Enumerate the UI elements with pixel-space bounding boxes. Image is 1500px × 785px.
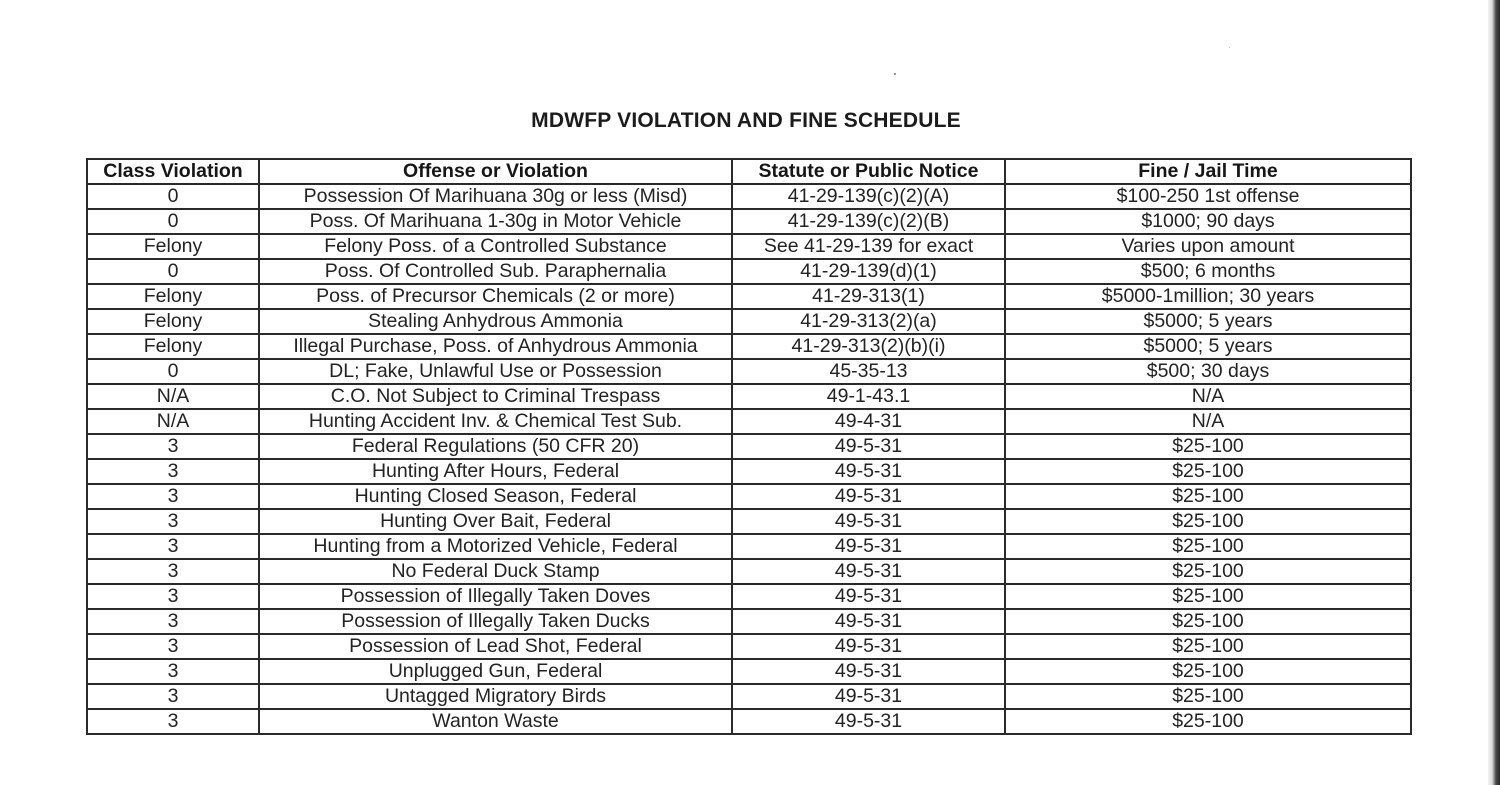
offense-cell: Hunting from a Motorized Vehicle, Federal [259,534,732,559]
table-row [87,334,1411,359]
offense-cell: Poss. Of Marihuana 1-30g in Motor Vehicle [259,209,732,234]
fine-cell: N/A [1005,384,1411,409]
statute-cell: 41-29-313(2)(a) [732,309,1005,334]
statute-cell: 45-35-13 [732,359,1005,384]
table-row [87,684,1411,709]
class-violation-cell: 0 [87,184,259,209]
table-row [87,459,1411,484]
statute-cell: 49-5-31 [732,534,1005,559]
table-row [87,484,1411,509]
offense-cell: No Federal Duck Stamp [259,559,732,584]
document-title: MDWFP VIOLATION AND FINE SCHEDULE [531,109,961,132]
table-row [87,234,1411,259]
offense-cell: Untagged Migratory Birds [259,684,732,709]
offense-cell: Possession Of Marihuana 30g or less (Misd) [259,184,732,209]
column-header-statute: Statute or Public Notice [732,159,1005,184]
fine-cell: $25-100 [1005,659,1411,684]
statute-cell: 49-5-31 [732,584,1005,609]
offense-cell: Poss. Of Controlled Sub. Paraphernalia [259,259,732,284]
offense-cell: Unplugged Gun, Federal [259,659,732,684]
fine-cell: $25-100 [1005,609,1411,634]
statute-cell: 49-5-31 [732,659,1005,684]
class-violation-cell: Felony [87,284,259,309]
offense-cell: Hunting After Hours, Federal [259,459,732,484]
class-violation-cell: 3 [87,684,259,709]
table-body [87,184,1411,734]
offense-cell: Illegal Purchase, Poss. of Anhydrous Ammonia [259,334,732,359]
fine-cell: $25-100 [1005,584,1411,609]
fine-cell: $25-100 [1005,684,1411,709]
scan-speck [1229,47,1230,48]
column-header-fine: Fine / Jail Time [1005,159,1411,184]
class-violation-cell: 0 [87,259,259,284]
offense-cell: Hunting Closed Season, Federal [259,484,732,509]
fine-cell: $25-100 [1005,634,1411,659]
statute-cell: 41-29-139(d)(1) [732,259,1005,284]
table-row [87,634,1411,659]
class-violation-cell: Felony [87,309,259,334]
class-violation-cell: 3 [87,484,259,509]
table-row [87,384,1411,409]
class-violation-cell: 3 [87,509,259,534]
fine-cell: N/A [1005,409,1411,434]
statute-cell: 41-29-313(2)(b)(i) [732,334,1005,359]
class-violation-cell: 3 [87,459,259,484]
class-violation-cell: 3 [87,659,259,684]
statute-cell: 49-5-31 [732,509,1005,534]
table-row [87,184,1411,209]
statute-cell: 49-5-31 [732,459,1005,484]
class-violation-cell: 3 [87,584,259,609]
statute-cell: 49-5-31 [732,434,1005,459]
offense-cell: C.O. Not Subject to Criminal Trespass [259,384,732,409]
class-violation-cell: N/A [87,409,259,434]
statute-cell: 41-29-139(c)(2)(A) [732,184,1005,209]
offense-cell: Possession of Illegally Taken Doves [259,584,732,609]
class-violation-cell: 0 [87,209,259,234]
statute-cell: See 41-29-139 for exact [732,234,1005,259]
fine-cell: Varies upon amount [1005,234,1411,259]
statute-cell: 49-5-31 [732,684,1005,709]
class-violation-cell: 3 [87,609,259,634]
offense-cell: Stealing Anhydrous Ammonia [259,309,732,334]
fine-cell: $25-100 [1005,559,1411,584]
table-row [87,509,1411,534]
fine-cell: $25-100 [1005,509,1411,534]
table-row [87,209,1411,234]
statute-cell: 41-29-313(1) [732,284,1005,309]
offense-cell: Possession of Lead Shot, Federal [259,634,732,659]
fine-cell: $25-100 [1005,709,1411,734]
statute-cell: 41-29-139(c)(2)(B) [732,209,1005,234]
table-row [87,709,1411,734]
offense-cell: Hunting Accident Inv. & Chemical Test Sub. [259,409,732,434]
table-row [87,609,1411,634]
fine-cell: $5000; 5 years [1005,334,1411,359]
table-row [87,309,1411,334]
offense-cell: Possession of Illegally Taken Ducks [259,609,732,634]
table-row [87,434,1411,459]
class-violation-cell: 3 [87,634,259,659]
fine-cell: $25-100 [1005,434,1411,459]
statute-cell: 49-5-31 [732,709,1005,734]
class-violation-cell: 3 [87,709,259,734]
statute-cell: 49-4-31 [732,409,1005,434]
class-violation-cell: Felony [87,234,259,259]
offense-cell: Federal Regulations (50 CFR 20) [259,434,732,459]
column-header-class-violation: Class Violation [87,159,259,184]
fine-cell: $100-250 1st offense [1005,184,1411,209]
table-row [87,409,1411,434]
offense-cell: Wanton Waste [259,709,732,734]
column-header-offense: Offense or Violation [259,159,732,184]
class-violation-cell: 0 [87,359,259,384]
class-violation-cell: 3 [87,534,259,559]
fine-cell: $25-100 [1005,484,1411,509]
class-violation-cell: Felony [87,334,259,359]
table-row [87,659,1411,684]
table-row [87,359,1411,384]
offense-cell: Poss. of Precursor Chemicals (2 or more) [259,284,732,309]
fine-cell: $25-100 [1005,459,1411,484]
offense-cell: DL; Fake, Unlawful Use or Possession [259,359,732,384]
fine-cell: $5000-1million; 30 years [1005,284,1411,309]
table-header-row [87,159,1411,184]
table-row [87,259,1411,284]
fine-cell: $1000; 90 days [1005,209,1411,234]
class-violation-cell: 3 [87,434,259,459]
fine-cell: $500; 6 months [1005,259,1411,284]
statute-cell: 49-1-43.1 [732,384,1005,409]
fine-cell: $500; 30 days [1005,359,1411,384]
table-row [87,534,1411,559]
fine-cell: $5000; 5 years [1005,309,1411,334]
statute-cell: 49-5-31 [732,484,1005,509]
offense-cell: Hunting Over Bait, Federal [259,509,732,534]
class-violation-cell: N/A [87,384,259,409]
statute-cell: 49-5-31 [732,634,1005,659]
table-row [87,584,1411,609]
fine-cell: $25-100 [1005,534,1411,559]
violation-fine-table [86,158,1412,735]
scan-speck [894,73,896,75]
table-row [87,559,1411,584]
statute-cell: 49-5-31 [732,559,1005,584]
statute-cell: 49-5-31 [732,609,1005,634]
offense-cell: Felony Poss. of a Controlled Substance [259,234,732,259]
table-row [87,284,1411,309]
class-violation-cell: 3 [87,559,259,584]
